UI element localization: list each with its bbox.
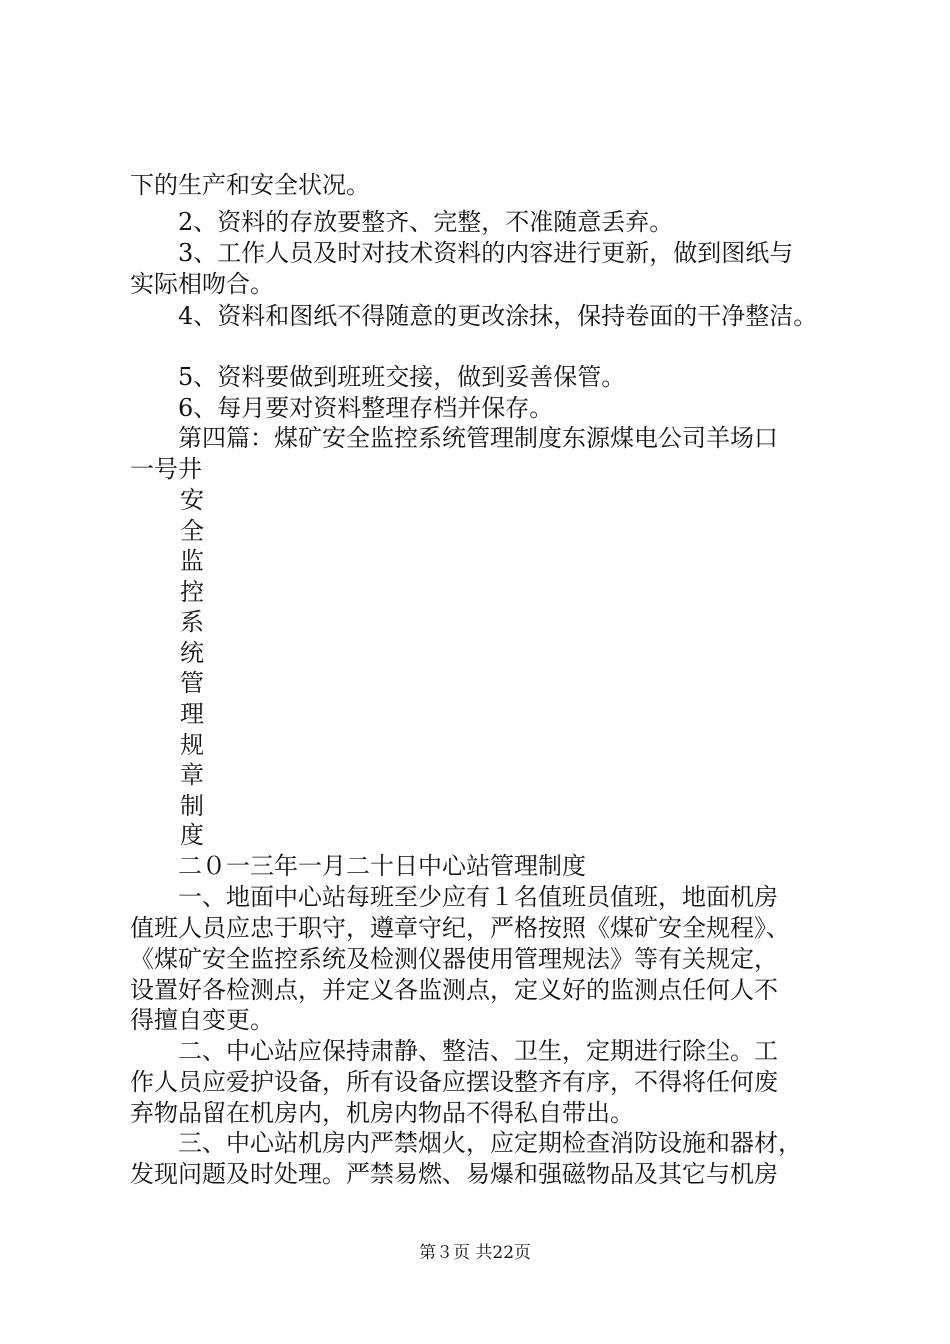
vertical-title-char: 理 [180,700,204,728]
text-line: 下的生产和安全状况。 [130,171,370,199]
text-line: 设置好各检测点，并定义各监测点，定义好的监测点任何人不 [130,976,778,1004]
text-line: 4、资料和图纸不得随意的更改涂抹，保持卷面的干净整洁。 [178,302,818,330]
vertical-title-char: 管 [180,669,204,697]
text-line: 发现问题及时处理。严禁易燃、易爆和强磁物品及其它与机房 [130,1160,778,1188]
text-line: 《煤矿安全监控系统及检测仪器使用管理规法》等有关规定， [130,945,778,973]
vertical-title-char: 规 [180,731,204,759]
vertical-title-char: 监 [180,547,204,575]
text-line: 得擅自变更。 [130,1006,274,1034]
vertical-title-char: 全 [180,517,204,545]
text-line: 三、中心站机房内严禁烟火，应定期检查消防设施和器材， [178,1129,802,1157]
text-line: 6、每月要对资料整理存档并保存。 [178,394,554,422]
text-line: 二０一三年一月二十日中心站管理制度 [178,852,586,880]
vertical-title-char: 安 [180,486,204,514]
vertical-title-char: 章 [180,761,204,789]
section-heading: 第四篇：煤矿安全监控系统管理制度东源煤电公司羊场口 [178,424,778,452]
text-line: 一、地面中心站每班至少应有１名值班员值班，地面机房 [178,883,778,911]
text-line: 弃物品留在机房内，机房内物品不得私自带出。 [130,1099,634,1127]
vertical-title-char: 统 [180,639,204,667]
text-line: 作人员应爱护设备，所有设备应摆设整齐有序，不得将任何废 [130,1068,778,1096]
vertical-title-char: 系 [180,608,204,636]
text-line: 3、工作人员及时对技术资料的内容进行更新，做到图纸与 [178,239,794,267]
text-line: 实际相吻合。 [130,270,274,298]
text-line: 2、资料的存放要整齐、完整，不准随意丢弃。 [178,208,674,236]
page-number: 第３页 共22页 [418,1243,532,1263]
vertical-title-char: 控 [180,578,204,606]
text-line: 5、资料要做到班班交接，做到妥善保管。 [178,363,626,391]
text-line: 值班人员应忠于职守，遵章守纪，严格按照《煤矿安全规程》、 [130,914,790,942]
text-line: 二、中心站应保持肃静、整洁、卫生，定期进行除尘。工 [178,1037,778,1065]
vertical-title-char: 制 [180,792,204,820]
vertical-title-char: 度 [180,821,204,849]
text-line: 一号井 [130,455,202,483]
